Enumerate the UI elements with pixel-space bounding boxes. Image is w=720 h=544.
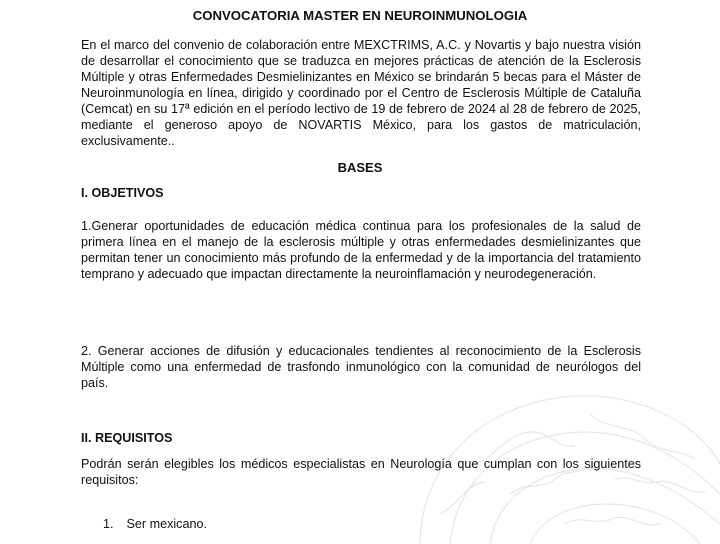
requisitos-heading: II. REQUISITOS	[81, 431, 173, 445]
bases-heading: BASES	[337, 160, 383, 175]
requisito-item-1	[103, 516, 207, 532]
list-number: 1.	[103, 517, 114, 531]
objetivos-heading: I. OBJETIVOS	[81, 186, 164, 200]
intro-paragraph: En el marco del convenio de colaboración entre MEXCTRIMS, A.C. y Novartis y bajo nuestra visión de desarrollar el conocimiento que se traduzca en mejores prácticas de atención de la Esclerosis Múltiple y otras Enfermedades Desmielinizantes en México se brindarán 5 becas para el Máster de Neuroinmunología en línea, dirigido y coordinado por el Centro de Esclerosis Múltiple de Cataluña (Cemcat) en su 17ª edición en el período lectivo de 19 de febrero de 2024 al 28 de febrero de 2025, mediante el generoso apoyo de NOVARTIS México, para los gastos de matriculación, exclusivamente..	[81, 38, 641, 148]
objetivo-1-paragraph: 1.Generar oportunidades de educación médica continua para los profesionales de la salud de primera línea en el manejo de la esclerosis múltiple y otras enfermedades desmielinizantes que permitan tener un conocimiento más profundo de la enfermedad y de la importancia del tratamiento temprano y adecuado que impactan directamente la neuroinflamación y neurodegeneración.	[81, 219, 641, 281]
requisitos-intro-paragraph: Podrán serán elegibles los médicos especialistas en Neurología que cumplan con los siguientes requisitos:	[81, 457, 641, 487]
list-item-text: Ser mexicano.	[126, 517, 207, 531]
document-title: CONVOCATORIA MASTER EN NEUROINMUNOLOGIA	[192, 8, 528, 23]
objetivo-2-paragraph: 2. Generar acciones de difusión y educacionales tendientes al reconocimiento de la Esclerosis Múltiple como una enfermedad de trasfondo inmunológico con la comunidad de neurólogos del país.	[81, 344, 641, 390]
